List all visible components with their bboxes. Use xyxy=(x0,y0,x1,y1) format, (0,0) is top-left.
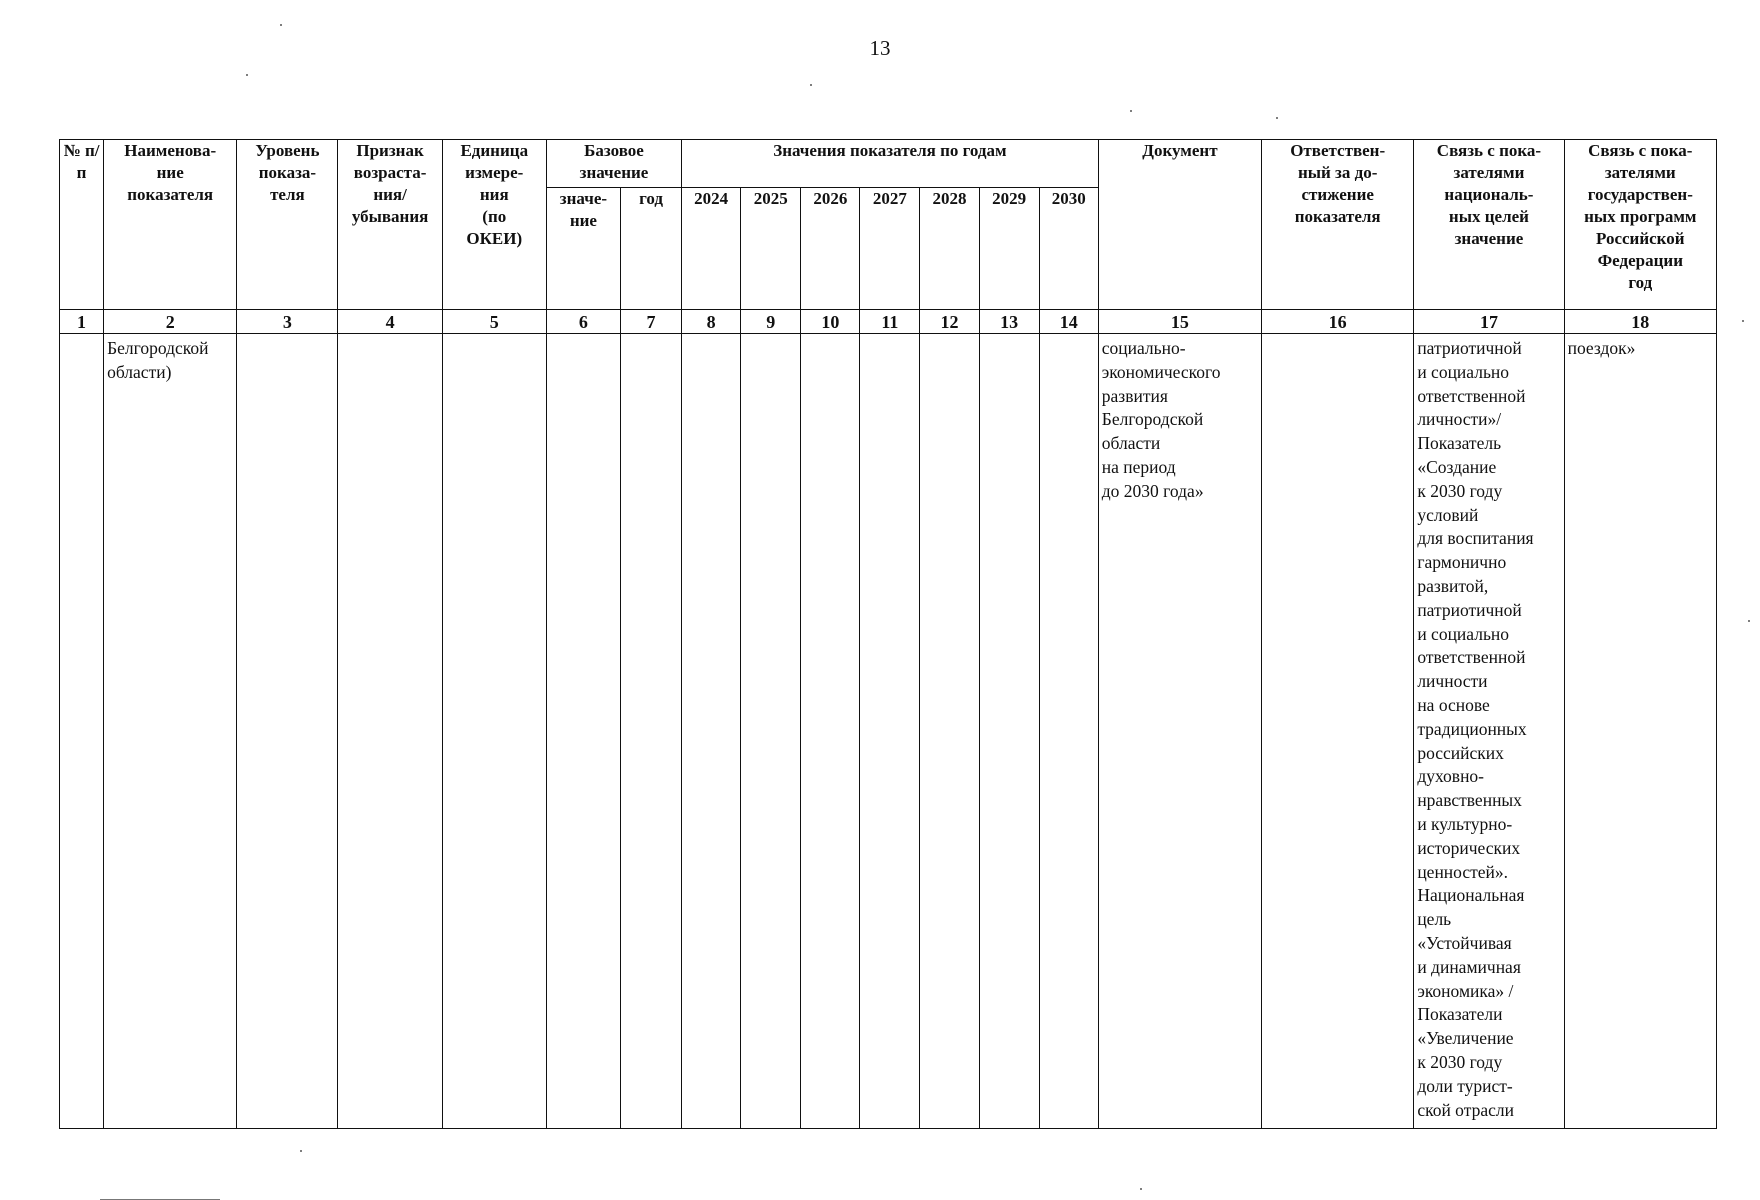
column-number: 13 xyxy=(979,310,1039,334)
header-year-2030: 2030 xyxy=(1039,188,1098,310)
header-document: Документ xyxy=(1098,140,1261,310)
scan-speck xyxy=(810,84,812,86)
cell-national-goals-link: патриотичной и социально ответственной личности»/ Показатель «Создание к 2030 году условий для воспитания гармонично развитой, патриотичной и социально ответственной личности на основе традиционных российских духовно- нравственных и культурно- исторических ценностей». Национальная цель «Устойчивая и динамичная экономика» / Показатели «Увеличение к 2030 году доли турист- ской отрасли xyxy=(1414,334,1564,1129)
scan-speck xyxy=(1140,1188,1142,1190)
column-number: 15 xyxy=(1098,310,1261,334)
cell-year-2026 xyxy=(801,334,860,1129)
header-year-2029: 2029 xyxy=(979,188,1039,310)
indicators-table xyxy=(59,139,1717,1129)
column-number: 17 xyxy=(1414,310,1564,334)
cell-year-2027 xyxy=(860,334,920,1129)
header-base-year: год xyxy=(620,188,681,310)
header-year-2028: 2028 xyxy=(920,188,979,310)
column-number: 8 xyxy=(682,310,741,334)
header-indicator-level: Уровень показа- теля xyxy=(237,140,338,310)
page-number: 13 xyxy=(869,36,891,60)
header-trend-sign: Признак возраста- ния/ убывания xyxy=(338,140,442,310)
column-number: 10 xyxy=(801,310,860,334)
scan-speck xyxy=(1276,117,1278,119)
cell-trend-sign xyxy=(338,334,442,1129)
scan-speck xyxy=(1748,620,1750,622)
column-number: 6 xyxy=(546,310,620,334)
cell-base-value xyxy=(546,334,620,1129)
cell-year-2025 xyxy=(741,334,801,1129)
column-number: 5 xyxy=(442,310,546,334)
cell-state-programs-link: поездок» xyxy=(1564,334,1716,1129)
column-number: 4 xyxy=(338,310,442,334)
cell-year-2028 xyxy=(920,334,979,1129)
scan-speck xyxy=(1130,110,1132,112)
column-number: 12 xyxy=(920,310,979,334)
cell-base-year xyxy=(620,334,681,1129)
cell-year-2024 xyxy=(682,334,741,1129)
column-number: 18 xyxy=(1564,310,1716,334)
header-national-goals-link: Связь с пока- зателями националь- ных целей значение xyxy=(1414,140,1564,310)
column-number: 7 xyxy=(620,310,681,334)
cell-indicator-name: Белгородской области) xyxy=(104,334,237,1129)
header-year-2026: 2026 xyxy=(801,188,860,310)
scan-speck xyxy=(300,1150,302,1152)
column-number: 2 xyxy=(104,310,237,334)
header-base-value: значе- ние xyxy=(546,188,620,310)
header-year-2027: 2027 xyxy=(860,188,920,310)
column-number: 3 xyxy=(237,310,338,334)
header-base-value-group: Базовое значение xyxy=(546,140,681,188)
cell-year-2029 xyxy=(979,334,1039,1129)
column-number: 11 xyxy=(860,310,920,334)
header-year-2024: 2024 xyxy=(682,188,741,310)
column-number: 14 xyxy=(1039,310,1098,334)
scan-speck xyxy=(280,24,282,26)
scan-speck xyxy=(1742,320,1744,322)
column-number: 9 xyxy=(741,310,801,334)
cell-year-2030 xyxy=(1039,334,1098,1129)
cell-indicator-level xyxy=(237,334,338,1129)
header-year-2025: 2025 xyxy=(741,188,801,310)
cell-document: социально- экономического развития Белгородской области на период до 2030 года» xyxy=(1098,334,1261,1129)
cell-unit xyxy=(442,334,546,1129)
cell-responsible xyxy=(1262,334,1414,1129)
column-number: 1 xyxy=(60,310,104,334)
header-indicator-name: Наименова- ние показателя xyxy=(104,140,237,310)
header-state-programs-link: Связь с пока- зателями государствен- ных программ Российской Федерации год xyxy=(1564,140,1716,310)
header-number: № п/п xyxy=(60,140,104,310)
cell-number xyxy=(60,334,104,1129)
header-unit: Единица измере- ния (по ОКЕИ) xyxy=(442,140,546,310)
header-years-group: Значения показателя по годам xyxy=(682,140,1099,188)
header-responsible: Ответствен- ный за до- стижение показателя xyxy=(1262,140,1414,310)
column-number: 16 xyxy=(1262,310,1414,334)
scan-speck xyxy=(246,74,248,76)
